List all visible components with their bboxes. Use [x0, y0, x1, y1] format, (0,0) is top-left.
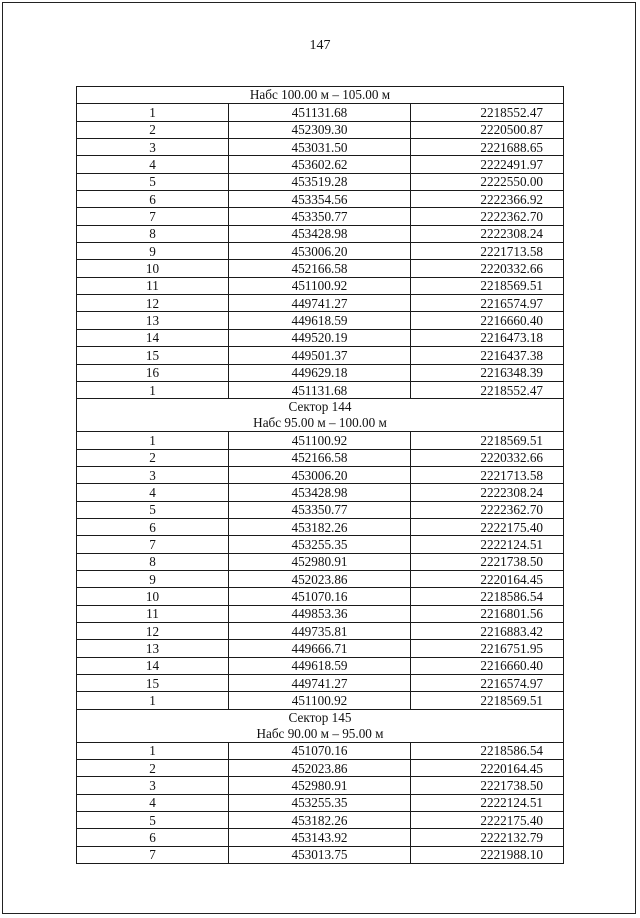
coord-y-cell: 2220332.66	[411, 260, 564, 277]
table-row	[77, 760, 564, 777]
table-row	[77, 657, 564, 674]
section-header-line: Сектор 145	[288, 709, 352, 725]
coord-y-cell: 2216883.42	[411, 622, 564, 639]
coord-y-cell: 2222550.00	[411, 173, 564, 190]
coord-x-cell: 452166.58	[229, 260, 411, 277]
coord-y-cell: 2222124.51	[411, 794, 564, 811]
coord-x-cell: 453182.26	[229, 812, 411, 829]
section-header-line: Набс 90.00 м – 95.00 м	[256, 725, 384, 741]
coord-x-cell: 453519.28	[229, 173, 411, 190]
table-row	[77, 381, 564, 398]
point-number-cell: 5	[77, 812, 229, 829]
table-row	[77, 777, 564, 794]
point-number-cell: 13	[77, 640, 229, 657]
point-number-cell: 4	[77, 156, 229, 173]
coord-x-cell: 449618.59	[229, 657, 411, 674]
table-row	[77, 622, 564, 639]
point-number-cell: 16	[77, 364, 229, 381]
table-row	[77, 553, 564, 570]
coord-y-cell: 2222175.40	[411, 518, 564, 535]
coord-x-cell: 453006.20	[229, 466, 411, 483]
coord-y-cell: 2216574.97	[411, 295, 564, 312]
table-row	[77, 243, 564, 260]
coord-y-cell: 2218569.51	[411, 277, 564, 294]
table-row	[77, 466, 564, 483]
point-number-cell: 15	[77, 347, 229, 364]
point-number-cell: 1	[77, 692, 229, 709]
point-number-cell: 13	[77, 312, 229, 329]
coord-y-cell: 2220164.45	[411, 570, 564, 587]
table-row	[77, 640, 564, 657]
coord-y-cell: 2222366.92	[411, 191, 564, 208]
table-row	[77, 536, 564, 553]
table-row	[77, 675, 564, 692]
coord-y-cell: 2221713.58	[411, 466, 564, 483]
coord-y-cell: 2220500.87	[411, 121, 564, 138]
coord-x-cell: 452980.91	[229, 553, 411, 570]
table-row	[77, 605, 564, 622]
coord-y-cell: 2216348.39	[411, 364, 564, 381]
point-number-cell: 12	[77, 295, 229, 312]
coord-y-cell: 2222308.24	[411, 225, 564, 242]
table-row	[77, 156, 564, 173]
point-number-cell: 7	[77, 208, 229, 225]
table-row	[77, 121, 564, 138]
coord-y-cell: 2221738.50	[411, 777, 564, 794]
coord-y-cell: 2218586.54	[411, 742, 564, 759]
coord-y-cell: 2221713.58	[411, 243, 564, 260]
table-row	[77, 208, 564, 225]
point-number-cell: 5	[77, 173, 229, 190]
table-row	[77, 846, 564, 863]
coord-x-cell: 452166.58	[229, 449, 411, 466]
point-number-cell: 4	[77, 794, 229, 811]
table-row	[77, 104, 564, 121]
table-row	[77, 794, 564, 811]
coord-x-cell: 452309.30	[229, 121, 411, 138]
table-row	[77, 812, 564, 829]
coordinates-table	[76, 86, 564, 864]
coord-x-cell: 451100.92	[229, 692, 411, 709]
coord-x-cell: 449741.27	[229, 675, 411, 692]
coord-y-cell: 2222175.40	[411, 812, 564, 829]
coord-x-cell: 451070.16	[229, 742, 411, 759]
table-row	[77, 484, 564, 501]
table-row	[77, 742, 564, 759]
table-row	[77, 518, 564, 535]
point-number-cell: 5	[77, 501, 229, 518]
coord-y-cell: 2216473.18	[411, 329, 564, 346]
coord-x-cell: 449666.71	[229, 640, 411, 657]
point-number-cell: 6	[77, 518, 229, 535]
coord-x-cell: 451100.92	[229, 432, 411, 449]
coord-y-cell: 2216437.38	[411, 347, 564, 364]
table-row	[77, 295, 564, 312]
point-number-cell: 1	[77, 432, 229, 449]
coord-x-cell: 449735.81	[229, 622, 411, 639]
table-row	[77, 347, 564, 364]
point-number-cell: 10	[77, 588, 229, 605]
section-header-row	[77, 399, 564, 432]
coord-x-cell: 453143.92	[229, 829, 411, 846]
point-number-cell: 10	[77, 260, 229, 277]
table-row	[77, 329, 564, 346]
coord-x-cell: 453031.50	[229, 139, 411, 156]
table-row	[77, 191, 564, 208]
coord-y-cell: 2218552.47	[411, 381, 564, 398]
page-number: 147	[309, 38, 331, 53]
coord-x-cell: 451070.16	[229, 588, 411, 605]
coord-y-cell: 2221738.50	[411, 553, 564, 570]
coord-x-cell: 453182.26	[229, 518, 411, 535]
coord-x-cell: 451131.68	[229, 381, 411, 398]
coord-x-cell: 452023.86	[229, 760, 411, 777]
table-row	[77, 432, 564, 449]
coord-x-cell: 451100.92	[229, 277, 411, 294]
coord-x-cell: 449629.18	[229, 364, 411, 381]
table-row	[77, 277, 564, 294]
coord-y-cell: 2222132.79	[411, 829, 564, 846]
section-header-row	[77, 87, 564, 104]
section-header	[77, 399, 564, 432]
coordinates-table-body	[77, 87, 564, 864]
coord-y-cell: 2220164.45	[411, 760, 564, 777]
coord-y-cell: 2222491.97	[411, 156, 564, 173]
section-header	[77, 87, 564, 104]
table-row	[77, 692, 564, 709]
section-header-line: Набс 100.00 м – 105.00 м	[249, 87, 391, 103]
coord-x-cell: 453006.20	[229, 243, 411, 260]
point-number-cell: 8	[77, 225, 229, 242]
section-header-line: Сектор 144	[288, 399, 352, 415]
table-row	[77, 225, 564, 242]
coord-y-cell: 2216801.56	[411, 605, 564, 622]
coord-y-cell: 2216574.97	[411, 675, 564, 692]
coord-x-cell: 453602.62	[229, 156, 411, 173]
coord-y-cell: 2218569.51	[411, 432, 564, 449]
point-number-cell: 8	[77, 553, 229, 570]
table-row	[77, 501, 564, 518]
point-number-cell: 1	[77, 104, 229, 121]
coord-x-cell: 453354.56	[229, 191, 411, 208]
point-number-cell: 7	[77, 536, 229, 553]
point-number-cell: 9	[77, 570, 229, 587]
section-header-row	[77, 709, 564, 742]
point-number-cell: 1	[77, 381, 229, 398]
table-row	[77, 364, 564, 381]
coord-y-cell: 2216660.40	[411, 657, 564, 674]
point-number-cell: 1	[77, 742, 229, 759]
coord-y-cell: 2218586.54	[411, 588, 564, 605]
point-number-cell: 2	[77, 449, 229, 466]
coord-y-cell: 2220332.66	[411, 449, 564, 466]
point-number-cell: 3	[77, 777, 229, 794]
coord-y-cell: 2218552.47	[411, 104, 564, 121]
coord-x-cell: 453428.98	[229, 484, 411, 501]
coord-x-cell: 452980.91	[229, 777, 411, 794]
table-row	[77, 588, 564, 605]
coord-y-cell: 2222362.70	[411, 208, 564, 225]
section-header-line: Набс 95.00 м – 100.00 м	[253, 415, 387, 431]
coord-x-cell: 449853.36	[229, 605, 411, 622]
point-number-cell: 4	[77, 484, 229, 501]
table-row	[77, 173, 564, 190]
table-row	[77, 570, 564, 587]
table-row	[77, 449, 564, 466]
point-number-cell: 3	[77, 466, 229, 483]
coord-x-cell: 453255.35	[229, 794, 411, 811]
table-row	[77, 139, 564, 156]
point-number-cell: 7	[77, 846, 229, 863]
section-header	[77, 709, 564, 742]
coord-y-cell: 2216751.95	[411, 640, 564, 657]
coord-x-cell: 451131.68	[229, 104, 411, 121]
coord-y-cell: 2222308.24	[411, 484, 564, 501]
coord-x-cell: 452023.86	[229, 570, 411, 587]
point-number-cell: 2	[77, 760, 229, 777]
point-number-cell: 14	[77, 657, 229, 674]
point-number-cell: 12	[77, 622, 229, 639]
point-number-cell: 15	[77, 675, 229, 692]
point-number-cell: 11	[77, 277, 229, 294]
coord-x-cell: 453428.98	[229, 225, 411, 242]
coord-x-cell: 449741.27	[229, 295, 411, 312]
point-number-cell: 6	[77, 829, 229, 846]
table-row	[77, 312, 564, 329]
coord-y-cell: 2221688.65	[411, 139, 564, 156]
coord-x-cell: 453255.35	[229, 536, 411, 553]
coord-x-cell: 449501.37	[229, 347, 411, 364]
coord-x-cell: 453013.75	[229, 846, 411, 863]
coord-y-cell: 2218569.51	[411, 692, 564, 709]
point-number-cell: 14	[77, 329, 229, 346]
coord-x-cell: 449618.59	[229, 312, 411, 329]
coord-y-cell: 2216660.40	[411, 312, 564, 329]
coord-y-cell: 2222362.70	[411, 501, 564, 518]
coord-x-cell: 453350.77	[229, 501, 411, 518]
table-row	[77, 260, 564, 277]
point-number-cell: 6	[77, 191, 229, 208]
coord-x-cell: 449520.19	[229, 329, 411, 346]
point-number-cell: 9	[77, 243, 229, 260]
point-number-cell: 11	[77, 605, 229, 622]
coord-y-cell: 2221988.10	[411, 846, 564, 863]
point-number-cell: 3	[77, 139, 229, 156]
table-row	[77, 829, 564, 846]
point-number-cell: 2	[77, 121, 229, 138]
coord-y-cell: 2222124.51	[411, 536, 564, 553]
coord-x-cell: 453350.77	[229, 208, 411, 225]
